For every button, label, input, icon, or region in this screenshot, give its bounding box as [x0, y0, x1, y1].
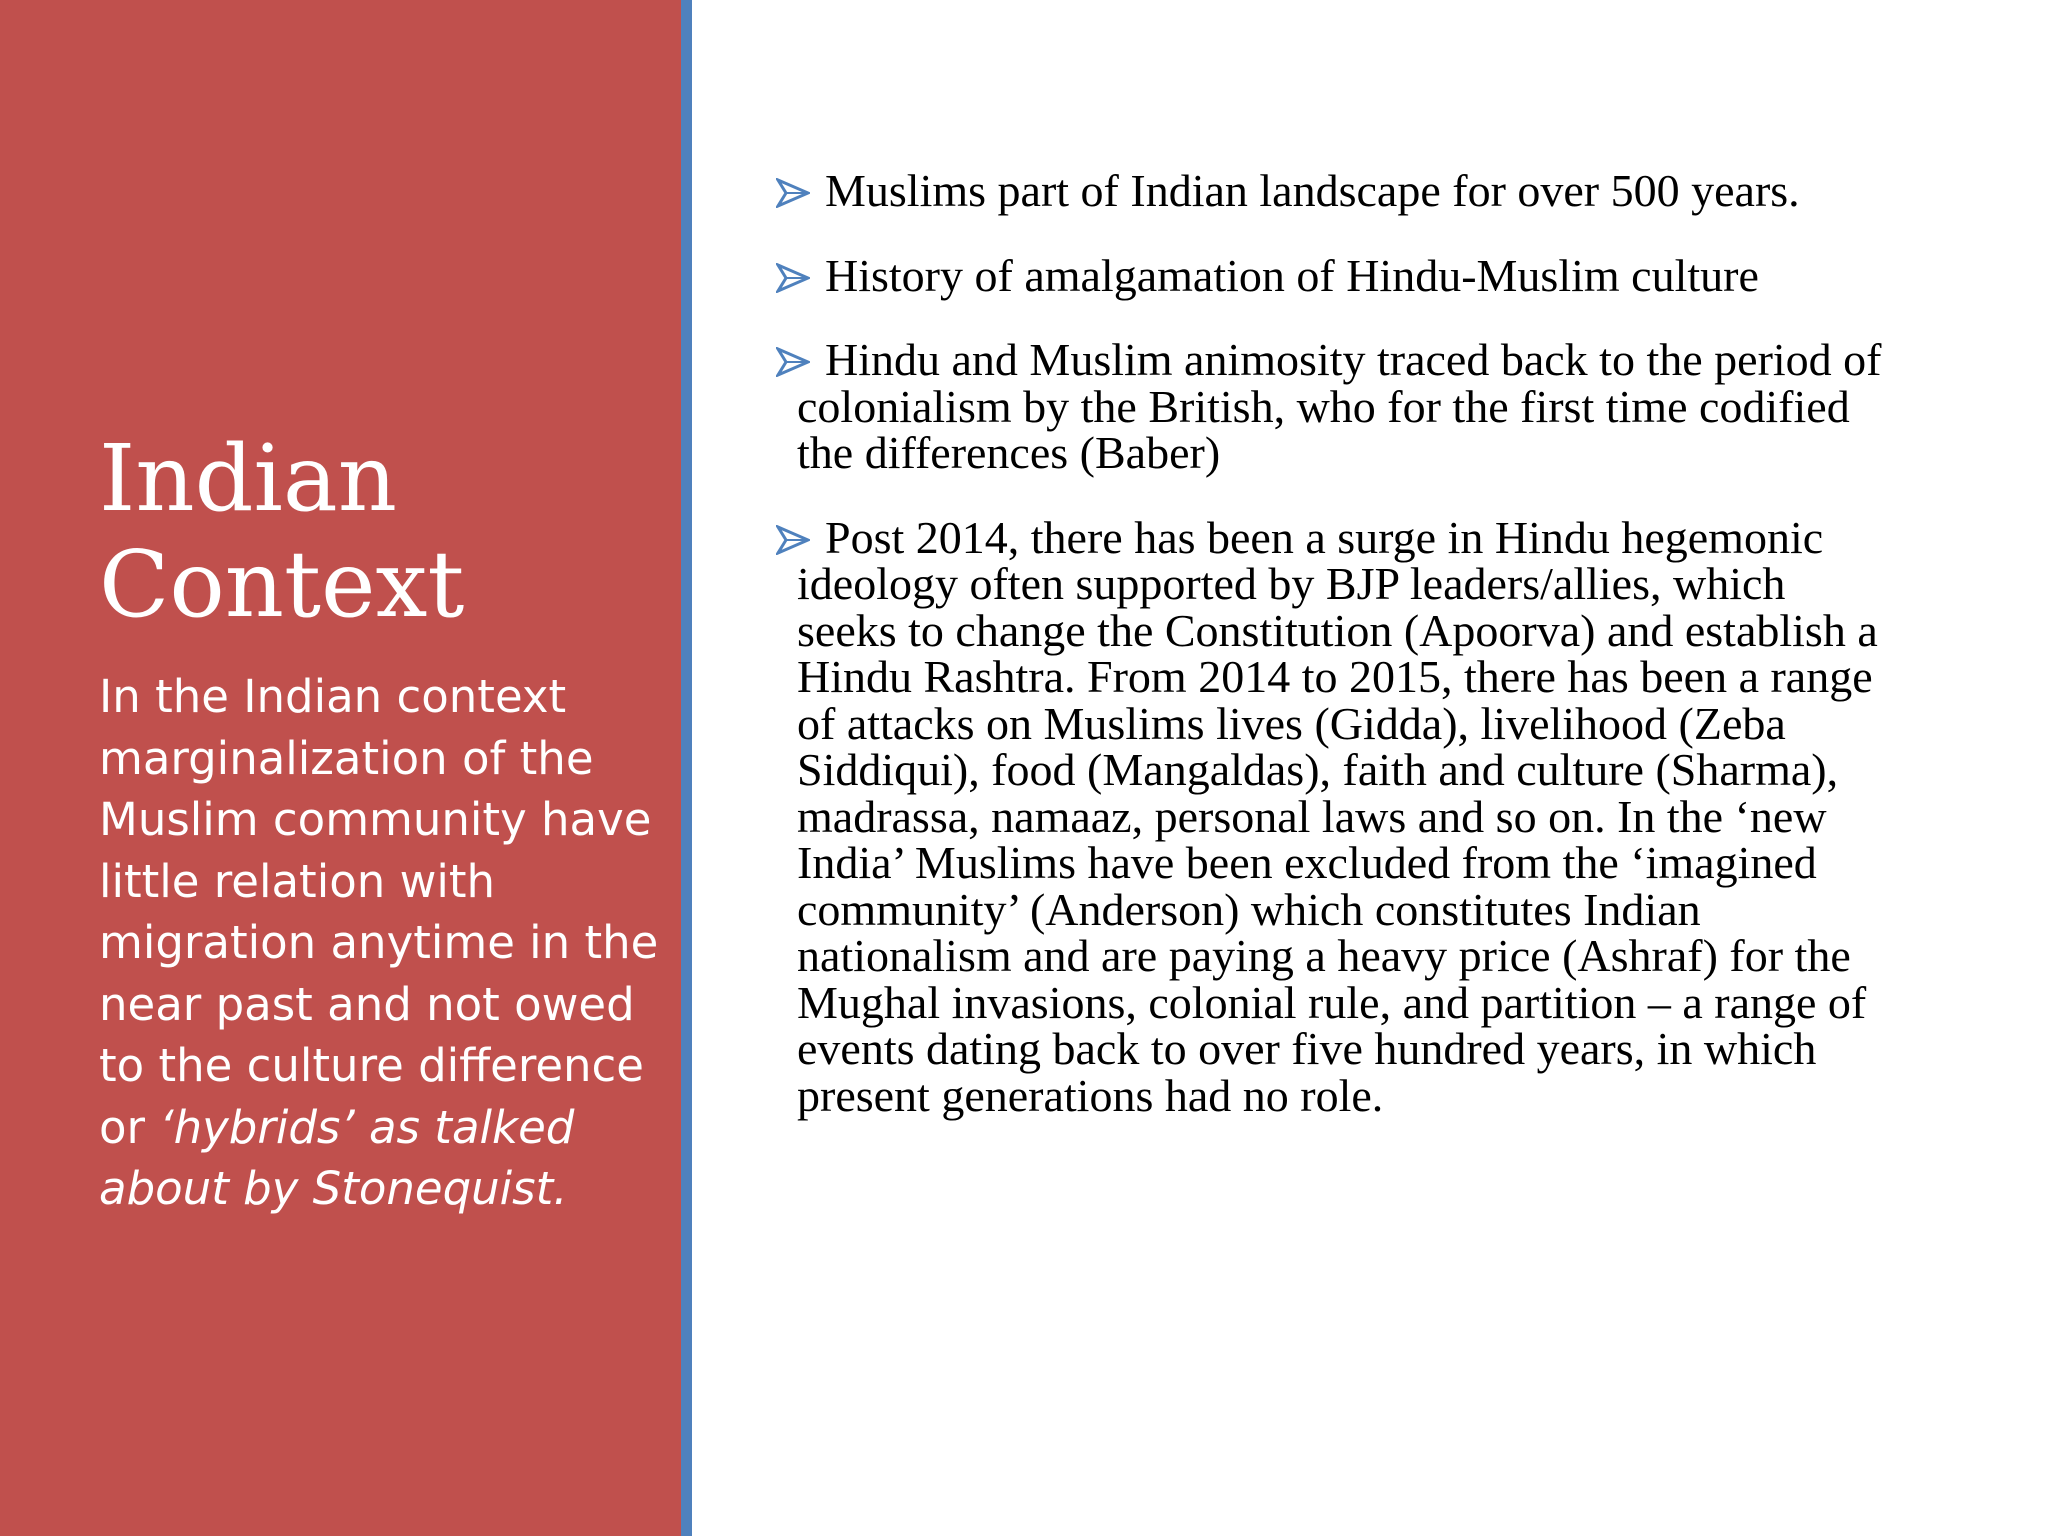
bullet-text: Post 2014, there has been a surge in Hindu hegemonic ideology often supported by BJP leaders/allies, which seeks to change the Constitution (Apoorva) and establish a Hindu Rashtra. From 2014 to 2015, there has been a range of attacks on Muslims lives (Gidda), livelihood (Zeba Siddiqui), food (Mangaldas), faith and culture (Sharma), madrassa, namaaz, personal laws and so on. In the ‘new India’ Muslims have been excluded from the ‘imagined community’ (Anderson) which constitutes Indian nationalism and are paying a heavy price (Ashraf) for the Mughal invasions, colonial rule, and partition – a range of events dating back to over five hundred years, in which present generations had no role.: [797, 511, 1878, 1121]
left-panel-body: [99, 666, 659, 1220]
left-panel-body-text: In the Indian context marginalization of the Muslim community have little relation with migration anytime in the near past and not owed to the culture difference or: [99, 670, 659, 1154]
bullet-item: [780, 334, 1890, 478]
bullet-item: [780, 511, 1890, 1121]
arrow-bullet-icon: [776, 178, 810, 208]
arrow-bullet-icon: [776, 525, 810, 555]
title-line-1: Indian: [99, 425, 398, 532]
bullet-text: Hindu and Muslim animosity traced back to the period of colonialism by the British, who for the first time codified the differences (Baber): [797, 334, 1882, 478]
title-line-2: Context: [99, 531, 465, 638]
bullet-item: [780, 249, 1890, 301]
slide-title: [99, 426, 659, 638]
vertical-divider: [681, 0, 692, 1536]
left-panel-body-italic: ‘hybrids’ as talked about by Stonequist.: [99, 1100, 575, 1215]
left-panel: [0, 0, 681, 1536]
bullet-item: [780, 165, 1890, 216]
bullet-text: History of amalgamation of Hindu-Muslim culture: [825, 249, 1759, 301]
bullet-text: Muslims part of Indian landscape for over 500 years.: [825, 165, 1800, 216]
bullet-list: [780, 165, 1890, 1157]
arrow-bullet-icon: [776, 347, 810, 377]
arrow-bullet-icon: [776, 263, 810, 293]
